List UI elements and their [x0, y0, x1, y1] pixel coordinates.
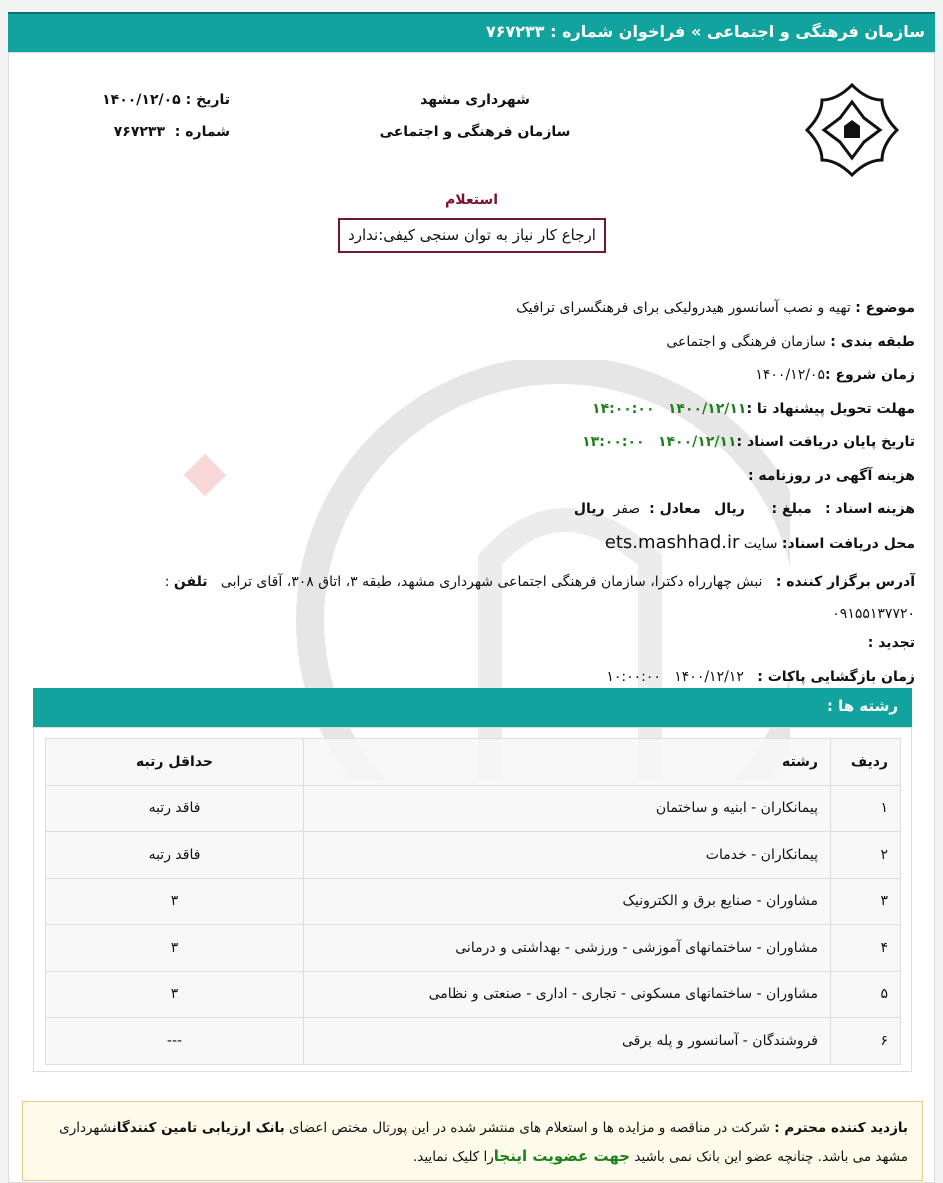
label: مهلت تحویل پیشنهاد تا : [746, 400, 915, 417]
deadline-row [125, 399, 915, 433]
doc-cost-row [125, 499, 915, 533]
field-name: پیمانکاران - ابنیه و ساختمان [304, 785, 831, 832]
field-name: فروشندگان - آسانسور و پله برقی [304, 1018, 831, 1065]
opening-time: ۱۰:۰۰:۰۰ [606, 668, 661, 685]
table-row [46, 878, 901, 925]
row-number: ۵ [831, 971, 901, 1018]
table-row [46, 1018, 901, 1065]
notice-text: را کلیک نمایید. [412, 1149, 494, 1165]
col-row: ردیف [831, 739, 901, 786]
label: زمان شروع : [824, 367, 915, 383]
deadline-time: ۱۴:۰۰:۰۰ [592, 400, 655, 417]
doc-end-row [125, 432, 915, 466]
phone-label: تلفن [173, 574, 208, 590]
date-line [40, 92, 230, 108]
currency: ریال [714, 501, 745, 517]
fields-table [45, 738, 901, 1065]
doc-place-row [125, 533, 915, 567]
doc-type: استعلام [444, 192, 499, 208]
number-line [40, 124, 230, 140]
municipality-logo [800, 80, 904, 180]
page-header [8, 12, 935, 52]
membership-notice [22, 1101, 923, 1181]
notice-text: شهرداری مشهد می باشد. چنانچه عضو این بانک نمی باشید [59, 1120, 908, 1165]
col-rank: حداقل رتبه [46, 739, 304, 786]
notice-lead: بازدید کننده محترم : [774, 1120, 908, 1136]
category-value: سازمان فرهنگی و اجتماعی [666, 333, 826, 350]
table-row [46, 785, 901, 832]
label: آدرس برگزار کننده : [775, 574, 915, 590]
label: محل دریافت اسناد: [781, 535, 915, 552]
row-number: ۱ [831, 785, 901, 832]
label: طبقه بندی : [830, 333, 915, 350]
notice-text: شرکت در مناقصه و مزایده ها و استعلام های منتشر شده در این پورتال مختص اعضای [288, 1120, 770, 1136]
field-name: مشاوران - ساختمانهای آموزشی - ورزشی - بهداشتی و درمانی [304, 925, 831, 972]
renewal-row [125, 633, 915, 667]
deadline-date: ۱۴۰۰/۱۲/۱۱ [667, 400, 747, 417]
equiv-value: صفر [613, 501, 641, 517]
date-value: ۱۴۰۰/۱۲/۰۵ [102, 92, 181, 108]
number-label: شماره : [174, 124, 230, 140]
min-rank: --- [46, 1018, 304, 1065]
doc-end-time: ۱۳:۰۰:۰۰ [582, 434, 645, 450]
address-row [125, 566, 915, 633]
fields-table-panel [33, 727, 912, 1072]
table-header [46, 739, 901, 786]
label: تاریخ پایان دریافت اسناد : [736, 434, 915, 450]
subject-value: تهیه و نصب آسانسور هیدرولیکی برای فرهنگسرای ترافیک [516, 300, 851, 316]
row-number: ۴ [831, 925, 901, 972]
org-name-1: شهرداری مشهد [420, 92, 530, 108]
min-rank: فاقد رتبه [46, 832, 304, 879]
min-rank: ۳ [46, 925, 304, 972]
min-rank: ۳ [46, 878, 304, 925]
qualification-box: ارجاع کار نیاز به توان سنجی کیفی:ندارد [338, 218, 606, 253]
row-number: ۶ [831, 1018, 901, 1065]
row-number: ۳ [831, 878, 901, 925]
label: تجدید : [867, 635, 915, 651]
row-number: ۲ [831, 832, 901, 879]
field-name: پیمانکاران - خدمات [304, 832, 831, 879]
section-title: رشته ها : [826, 697, 898, 715]
subject-row [125, 298, 915, 332]
site-prefix: سایت [743, 535, 778, 552]
address-value: نبش چهارراه دکترا، سازمان فرهنگی اجتماعی شهرداری مشهد، طبقه ۳، اتاق ۳۰۸، آقای ترابی [220, 574, 763, 590]
min-rank: فاقد رتبه [46, 785, 304, 832]
table-row [46, 971, 901, 1018]
page-title: سازمان فرهنگی و اجتماعی » فراخوان شماره : ۷۶۷۲۳۳ [485, 22, 925, 41]
amount-label: مبلغ : [771, 501, 812, 517]
ad-cost-row [125, 466, 915, 500]
table-row [46, 925, 901, 972]
table-row [46, 832, 901, 879]
label: موضوع : [855, 300, 915, 316]
label: زمان بازگشایی پاکات : [757, 668, 915, 685]
doc-end-date: ۱۴۰۰/۱۲/۱۱ [657, 434, 737, 450]
date-label: تاریخ : [185, 92, 230, 108]
label: هزینه آگهی در روزنامه : [747, 467, 915, 484]
bank-name: بانک ارزیابی تامین کنندگان [111, 1120, 285, 1136]
section-header [33, 688, 912, 727]
number-value: ۷۶۷۲۳۳ [113, 124, 166, 140]
currency: ریال [573, 501, 605, 517]
field-name: مشاوران - ساختمانهای مسکونی - تجاری - اداری - صنعتی و نظامی [304, 971, 831, 1018]
label: هزینه اسناد : [825, 501, 915, 517]
membership-link[interactable]: جهت عضویت اینجا [493, 1147, 631, 1165]
field-name: مشاوران - صنایع برق و الکترونیک [304, 878, 831, 925]
min-rank: ۳ [46, 971, 304, 1018]
start-value: ۱۴۰۰/۱۲/۰۵ [755, 367, 825, 383]
site-link[interactable]: ets.mashhad.ir [604, 531, 740, 553]
phone-value: : ۰۹۱۵۵۱۳۷۷۲۰ [164, 574, 915, 622]
equiv-label: معادل : [649, 501, 701, 517]
category-row [125, 332, 915, 366]
details [125, 298, 915, 700]
opening-date: ۱۴۰۰/۱۲/۱۲ [674, 668, 744, 685]
start-row [125, 365, 915, 399]
col-field: رشته [304, 739, 831, 786]
org-name-2: سازمان فرهنگی و اجتماعی [379, 124, 571, 140]
